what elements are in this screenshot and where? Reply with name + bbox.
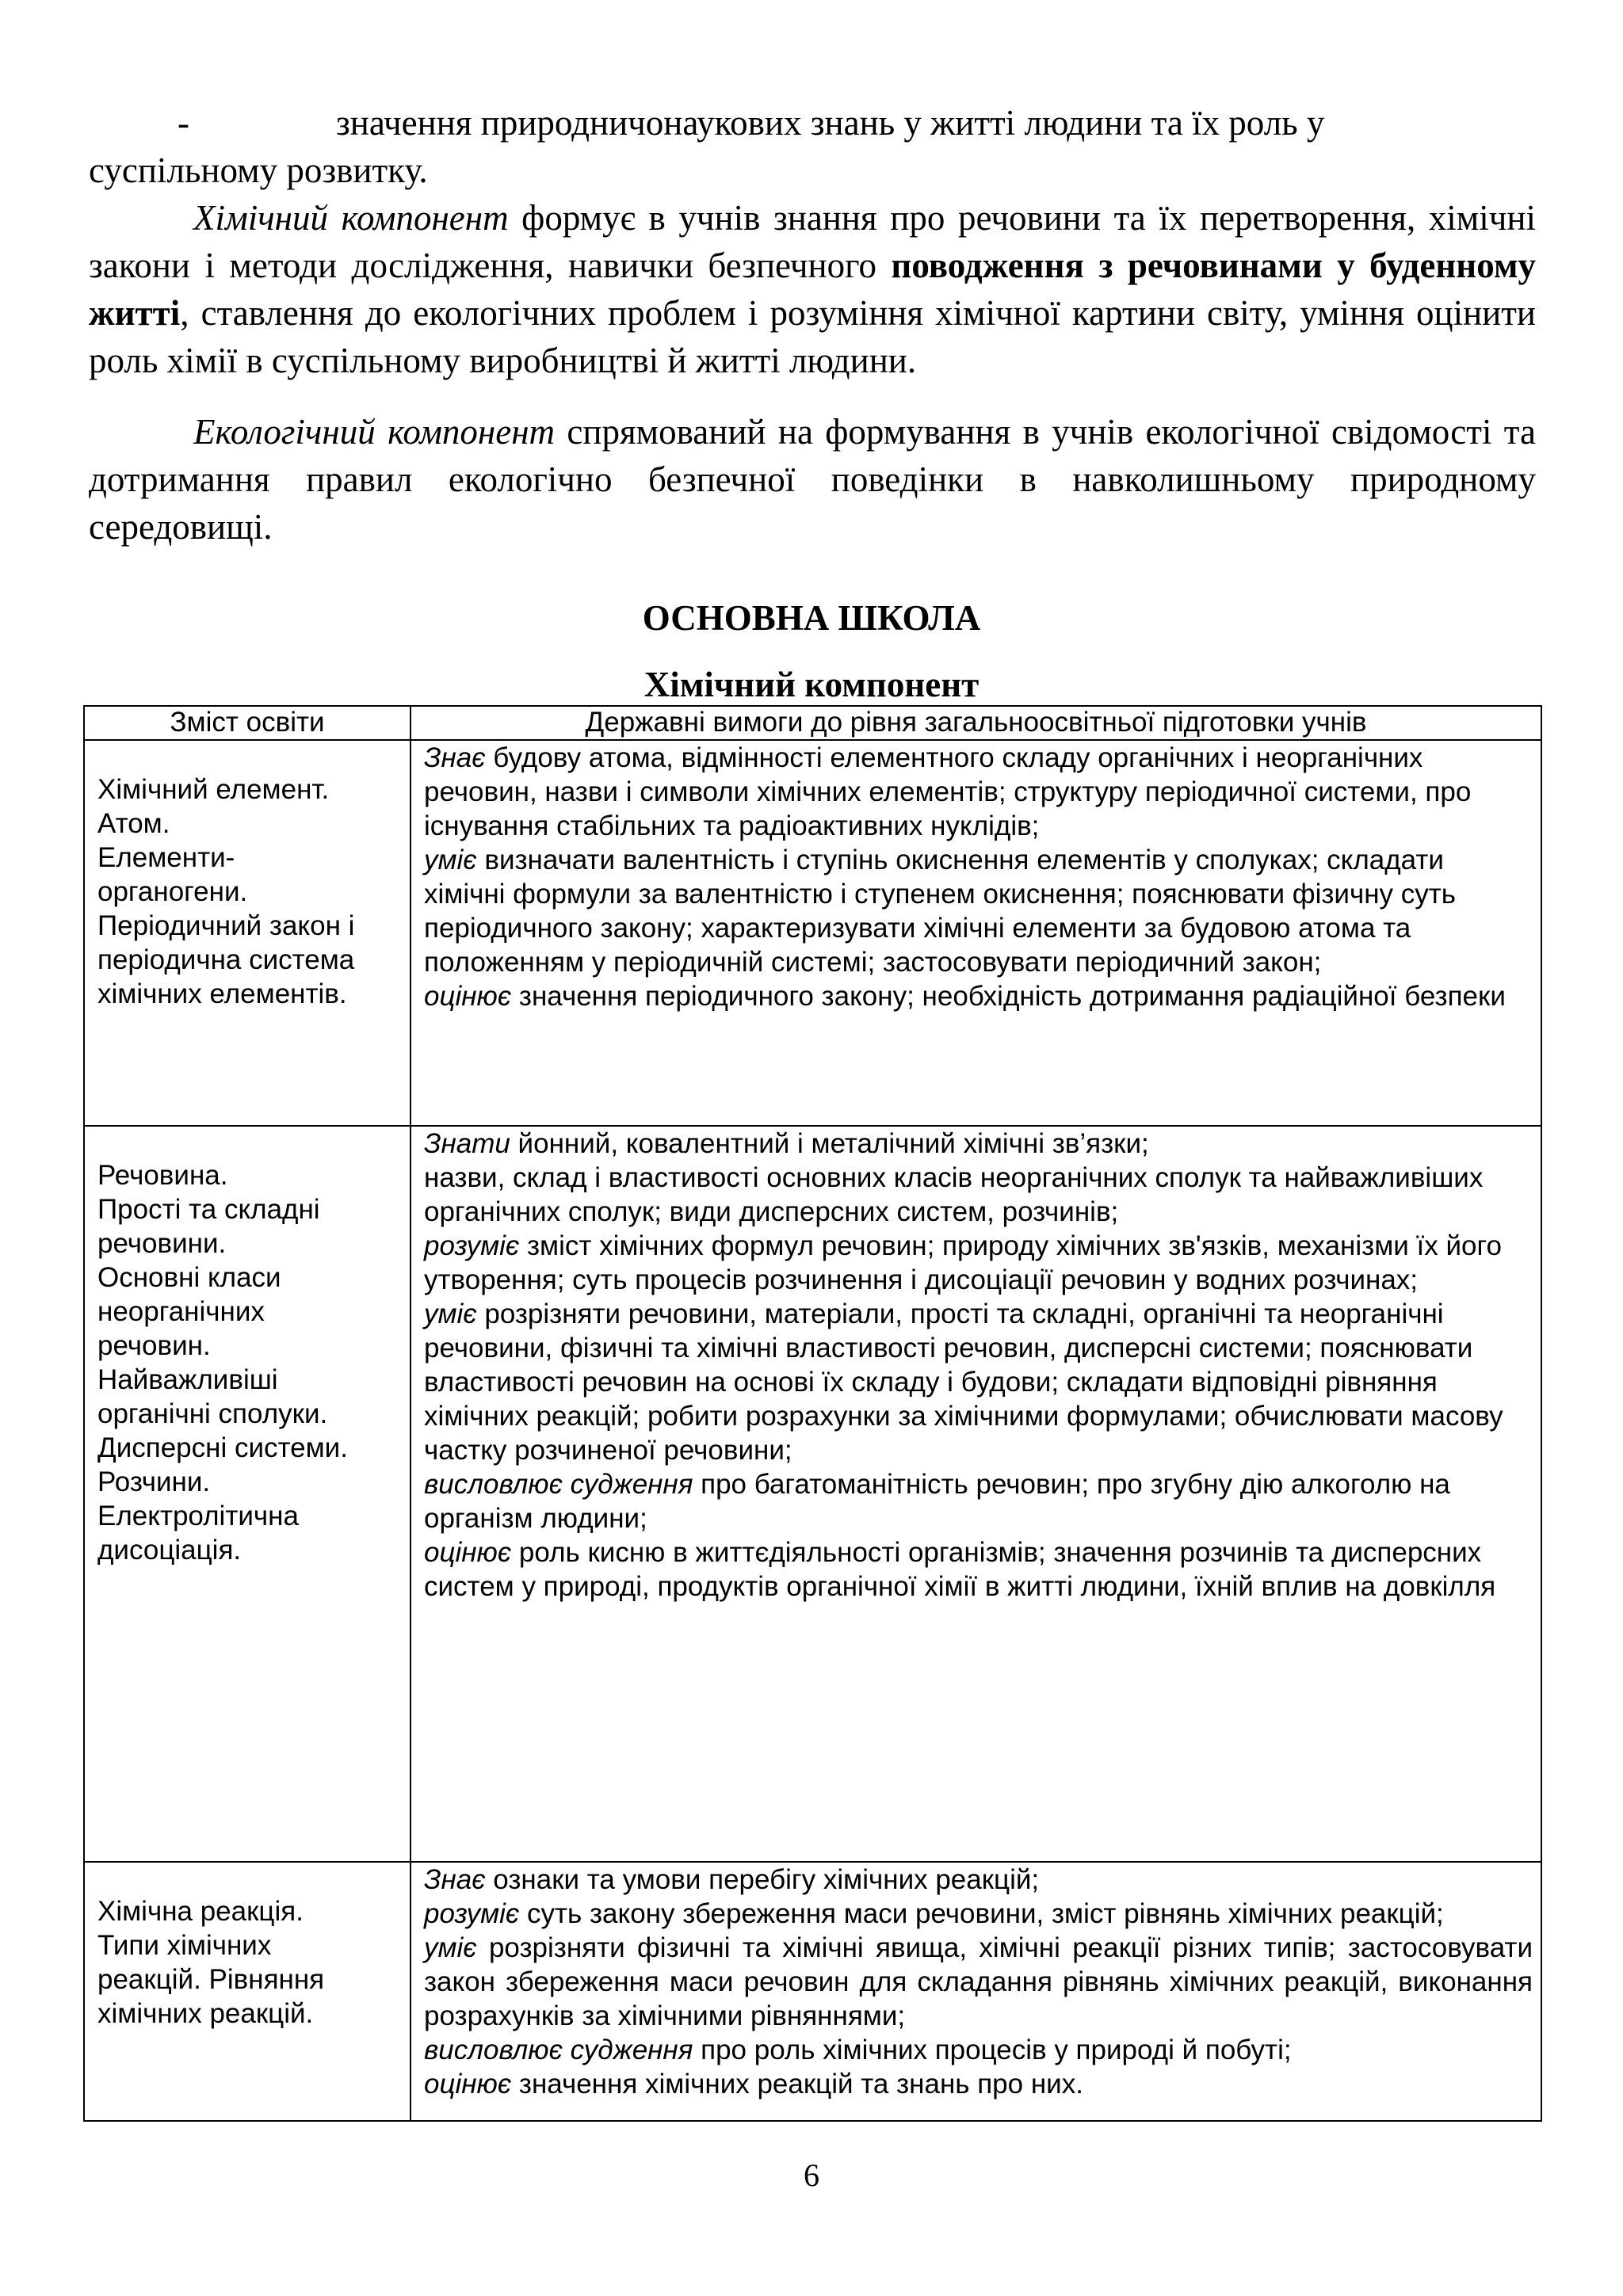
requirement-verb: Знати <box>424 1128 510 1159</box>
requirement-item <box>424 1229 1533 1297</box>
requirements-table <box>83 705 1542 2122</box>
requirement-verb: уміє <box>424 1932 477 1963</box>
requirement-item <box>424 1467 1533 1535</box>
requirement-item <box>424 1535 1533 1604</box>
requirement-item <box>424 979 1533 1013</box>
requirement-verb: оцінює <box>424 2069 512 2100</box>
requirement-text: про багатоманітність речовин; про згубну дію алкоголю на організм людини; <box>424 1469 1450 1534</box>
column-header-content: Зміст освіти <box>84 706 411 740</box>
content-line: Типи хімічних <box>97 1930 272 1961</box>
bullet-dash: - <box>178 103 189 143</box>
requirement-item <box>424 2067 1533 2101</box>
subsection-heading: Хімічний компонент <box>643 665 980 704</box>
content-line: хімічних реакцій. <box>97 1998 314 2029</box>
requirement-item <box>424 1161 1533 1229</box>
content-line: Найважливіші <box>97 1364 278 1395</box>
content-line: Прості та складні <box>97 1194 320 1225</box>
content-cell <box>84 1126 411 1862</box>
requirement-text: йонний, ковалентний і металічний хімічні зв’язки; <box>510 1128 1149 1159</box>
paragraph-chemical-text <box>89 194 1536 384</box>
content-line: Електролітична <box>97 1501 299 1531</box>
bullet-text-line2: суспільному розвитку. <box>89 151 428 190</box>
content-line: Атом. <box>97 808 170 839</box>
requirement-verb: оцінює <box>424 981 512 1012</box>
requirement-verb: уміє <box>424 1299 477 1329</box>
content-cell <box>84 740 411 1126</box>
table-row <box>84 1126 1541 1862</box>
requirement-text: розрізняти речовини, матеріали, прості та складні, органічні та неорганічні речовини, фізичні та хімічні властивості речовин, дисперсні системи; пояснювати властивості речовин на основі їх складу і будови; складати відповідні рівняння хімічних реакцій; робити розрахунки за хімічними формулами; обчислювати масову частку розчиненої речовини; <box>424 1299 1503 1466</box>
content-line: Дисперсні системи. <box>97 1432 348 1463</box>
requirement-text: розрізняти фізичні та хімічні явища, хімічні реакції різних типів; застосовувати закон збереження маси речовин для складання рівнянь хімічних реакцій, виконання розрахунків за хімічними рівняннями; <box>424 1932 1533 2031</box>
content-line: органогени. <box>97 876 248 907</box>
requirement-text: визначати валентність і ступінь окиснення елементів у сполуках; складати хімічні формули за валентністю і ступенем окиснення; пояснювати фізичну суть періодичного закону; характеризувати хімічні елементи за будовою атома та положенням у періодичній системі; застосовувати періодичний закон; <box>424 845 1457 978</box>
content-line: органічні сполуки. <box>97 1398 328 1429</box>
paragraph-ecological-component <box>89 408 1536 551</box>
content-line: Хімічна реакція. <box>97 1896 304 1927</box>
content-line: періодична система <box>97 944 355 975</box>
requirement-text: значення періодичного закону; необхідність дотримання радіаційної безпеки <box>511 981 1506 1012</box>
requirement-text: назви, склад і властивості основних класів неорганічних сполук та найважливіших органічних сполук; види дисперсних систем, розчинів; <box>424 1162 1484 1227</box>
bullet-item <box>89 99 1536 194</box>
content-line: хімічних елементів. <box>97 978 347 1009</box>
table-header-row <box>84 706 1541 740</box>
requirement-verb: розуміє <box>424 1898 520 1929</box>
requirement-verb: розуміє <box>424 1230 520 1261</box>
requirement-verb: Знає <box>424 1864 486 1895</box>
content-line: речовини. <box>97 1228 227 1259</box>
requirement-item <box>424 1297 1533 1467</box>
paragraph-chemical-part2: , ставлення до екологічних проблем і розуміння хімічної картини світу, уміння оцінити роль хімії в суспільному виробництві й житті людини. <box>89 293 1536 380</box>
bullet-text-line1: значення природничонаукових знань у житті людини та їх роль у <box>336 103 1325 143</box>
content-line: Речовина. <box>97 1160 228 1191</box>
requirement-verb: висловлює судження <box>424 2035 693 2065</box>
requirements-cell <box>411 1862 1541 2121</box>
requirement-item <box>424 1127 1533 1161</box>
paragraph-chemical-component <box>89 194 1536 384</box>
paragraph-ecological-body: спрямований на формування в учнів екологічної свідомості та дотримання правил екологічно безпечної поведінки в навколишньому природному середовищі. <box>89 412 1536 547</box>
content-line: неорганічних <box>97 1296 265 1327</box>
table-row <box>84 1862 1541 2121</box>
bullet-line-1 <box>89 99 1536 147</box>
requirement-text: будову атома, відмінності елементного складу органічних і неорганічних речовин, назви і символи хімічних елементів; структуру періодичної системи, про існування стабільних та радіоактивних нуклідів; <box>424 742 1472 841</box>
requirement-verb: Знає <box>424 742 486 773</box>
section-heading: ОСНОВНА ШКОЛА <box>642 598 981 638</box>
content-line: Періодичний закон і <box>97 910 355 941</box>
requirement-item <box>424 1931 1533 2033</box>
requirement-text: значення хімічних реакцій та знань про них. <box>511 2069 1083 2100</box>
paragraph-ecological-text <box>89 408 1536 551</box>
column-header-requirements: Державні вимоги до рівня загальноосвітньої підготовки учнів <box>411 706 1541 740</box>
requirements-cell <box>411 1126 1541 1862</box>
requirement-verb: висловлює судження <box>424 1469 693 1500</box>
requirement-text: про роль хімічних процесів у природі й побуті; <box>693 2035 1292 2065</box>
content-line: дисоціація. <box>97 1535 242 1566</box>
table-row <box>84 740 1541 1126</box>
requirement-verb: оцінює <box>424 1537 512 1568</box>
requirement-item <box>424 843 1533 979</box>
bold-phrase: поводження з речовинами у буденному житті <box>89 246 1537 333</box>
requirement-item <box>424 2033 1533 2067</box>
requirements-cell <box>411 740 1541 1126</box>
content-line: Елементи- <box>97 842 235 873</box>
requirement-item <box>424 741 1533 843</box>
paragraph-chemical-part1: формує в учнів знання про речовини та їх перетворення, хімічні закони і методи дослідження, навички безпечного <box>89 198 1536 285</box>
content-line: Основні класи <box>97 1262 281 1293</box>
content-line: Розчини. <box>97 1466 211 1497</box>
content-cell <box>84 1862 411 2121</box>
requirement-text: суть закону збереження маси речовини, зміст рівнянь хімічних реакцій; <box>519 1898 1444 1929</box>
term-ecological-component: Екологічний компонент <box>193 412 556 452</box>
requirement-text: роль кисню в життєдіяльності організмів; значення розчинів та дисперсних систем у природі, продуктів органічної хімії в житті людини, їхній вплив на довкілля <box>424 1537 1496 1602</box>
requirement-item <box>424 1863 1533 1897</box>
term-chemical-component: Хімічний компонент <box>193 198 509 238</box>
content-line: Хімічний елемент. <box>97 774 330 805</box>
page-number: 6 <box>804 2157 819 2193</box>
content-line: речовин. <box>97 1330 211 1361</box>
requirement-item <box>424 1897 1533 1931</box>
requirement-verb: уміє <box>424 845 477 875</box>
requirement-text: ознаки та умови перебігу хімічних реакцій; <box>485 1864 1040 1895</box>
requirement-text: зміст хімічних формул речовин; природу хімічних зв'язків, механізми їх його утворення; суть процесів розчинення і дисоціації речовин у водних розчинах; <box>424 1230 1502 1295</box>
content-line: реакцій. Рівняння <box>97 1964 325 1995</box>
